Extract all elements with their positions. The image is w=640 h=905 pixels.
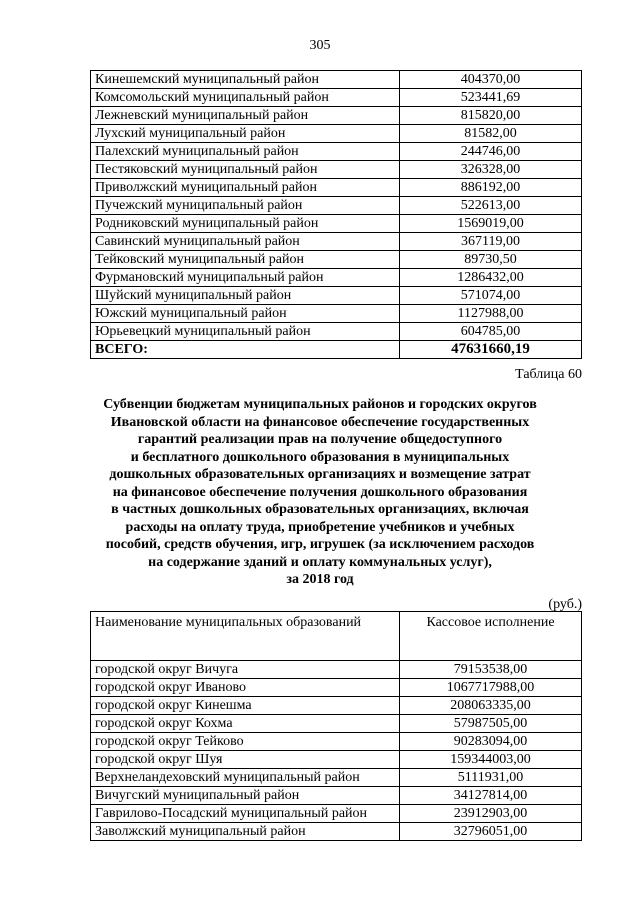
amount-value: 32796051,00	[400, 823, 582, 841]
amount-value: 404370,00	[400, 71, 582, 89]
table-row	[91, 125, 582, 143]
municipality-name: Приволжский муниципальный район	[91, 179, 400, 197]
municipality-name: Савинский муниципальный район	[91, 233, 400, 251]
municipality-name: Верхнеландеховский муниципальный район	[91, 769, 400, 787]
total-label: ВСЕГО:	[91, 341, 400, 359]
table-caption: Таблица 60	[515, 367, 582, 382]
municipality-name: городской округ Иваново	[91, 679, 400, 697]
amount-value: 57987505,00	[400, 715, 582, 733]
amount-value: 81582,00	[400, 125, 582, 143]
title-line: на содержание зданий и оплату коммунальных услуг),	[148, 554, 492, 570]
table-row	[91, 251, 582, 269]
table-row	[91, 161, 582, 179]
title-line: Ивановской области на финансовое обеспечение государственных	[110, 414, 530, 430]
table-row	[91, 107, 582, 125]
title-line: за 2018 год	[286, 572, 354, 587]
amount-value: 1067717988,00	[400, 679, 582, 697]
amount-value: 208063335,00	[400, 697, 582, 715]
table-row	[91, 679, 582, 697]
municipality-name: Родниковский муниципальный район	[91, 215, 400, 233]
municipality-name: Пучежский муниципальный район	[91, 197, 400, 215]
table-row	[91, 823, 582, 841]
amount-value: 571074,00	[400, 287, 582, 305]
table-row	[91, 233, 582, 251]
table-row	[91, 269, 582, 287]
amount-value: 1286432,00	[400, 269, 582, 287]
table-row	[91, 71, 582, 89]
amount-value: 244746,00	[400, 143, 582, 161]
title-line: пособий, средств обучения, игр, игрушек (за исключением расходов	[105, 537, 535, 552]
municipality-name: Кинешемский муниципальный район	[91, 71, 400, 89]
amount-value: 79153538,00	[400, 661, 582, 679]
municipality-name: Фурмановский муниципальный район	[91, 269, 400, 287]
table-row	[91, 733, 582, 751]
total-row	[91, 341, 582, 359]
header-value-column: Кассовое исполнение	[400, 612, 582, 661]
title-line: гарантий реализации прав на получение общедоступного	[137, 432, 503, 447]
municipality-name: Лежневский муниципальный район	[91, 107, 400, 125]
table-row	[91, 769, 582, 787]
title-line: в частных дошкольных образовательных организациях, включая	[111, 502, 529, 517]
municipality-name: Тейковский муниципальный район	[91, 251, 400, 269]
table-row	[91, 215, 582, 233]
title-line: дошкольных образовательных организациях и возмещение затрат	[109, 467, 531, 482]
amount-value: 1569019,00	[400, 215, 582, 233]
table-row	[91, 89, 582, 107]
table-header-row	[91, 612, 582, 661]
municipality-name: Юрьевецкий муниципальный район	[91, 323, 400, 341]
municipality-name: городской округ Шуя	[91, 751, 400, 769]
table-row	[91, 805, 582, 823]
amount-value: 23912903,00	[400, 805, 582, 823]
amount-value: 1127988,00	[400, 305, 582, 323]
table-row	[91, 661, 582, 679]
amount-value: 367119,00	[400, 233, 582, 251]
table-row	[91, 751, 582, 769]
page-number: 305	[309, 38, 331, 53]
title-line: на финансовое обеспечение получения дошкольного образования	[112, 484, 528, 500]
table-row	[91, 787, 582, 805]
table-row	[91, 287, 582, 305]
municipality-name: Южский муниципальный район	[91, 305, 400, 323]
municipality-name: Вичугский муниципальный район	[91, 787, 400, 805]
table-title	[80, 396, 560, 589]
amount-value: 34127814,00	[400, 787, 582, 805]
municipality-name: Шуйский муниципальный район	[91, 287, 400, 305]
table-row	[91, 179, 582, 197]
table-row	[91, 715, 582, 733]
table-row	[91, 197, 582, 215]
municipality-name: Заволжский муниципальный район	[91, 823, 400, 841]
subsidy-table-continued	[90, 70, 582, 359]
municipality-name: Гаврилово-Посадский муниципальный район	[91, 805, 400, 823]
amount-value: 886192,00	[400, 179, 582, 197]
municipality-name: городской округ Кохма	[91, 715, 400, 733]
amount-value: 5111931,00	[400, 769, 582, 787]
amount-value: 326328,00	[400, 161, 582, 179]
amount-value: 523441,69	[400, 89, 582, 107]
table-row	[91, 143, 582, 161]
unit-label: (руб.)	[548, 597, 582, 612]
municipality-name: Лухский муниципальный район	[91, 125, 400, 143]
header-name-column: Наименование муниципальных образований	[91, 612, 400, 661]
table-row	[91, 305, 582, 323]
title-line: и бесплатного дошкольного образования в муниципальных	[130, 449, 510, 465]
municipality-name: городской округ Вичуга	[91, 661, 400, 679]
title-line: расходы на оплату труда, приобретение учебников и учебных	[125, 519, 515, 535]
municipality-name: Палехский муниципальный район	[91, 143, 400, 161]
municipality-name: Комсомольский муниципальный район	[91, 89, 400, 107]
table-row	[91, 323, 582, 341]
amount-value: 522613,00	[400, 197, 582, 215]
amount-value: 89730,50	[400, 251, 582, 269]
subvention-table	[90, 611, 582, 841]
amount-value: 815820,00	[400, 107, 582, 125]
table-row	[91, 697, 582, 715]
municipality-name: Пестяковский муниципальный район	[91, 161, 400, 179]
amount-value: 604785,00	[400, 323, 582, 341]
amount-value: 90283094,00	[400, 733, 582, 751]
municipality-name: городской округ Кинешма	[91, 697, 400, 715]
total-value: 47631660,19	[400, 341, 582, 359]
amount-value: 159344003,00	[400, 751, 582, 769]
municipality-name: городской округ Тейково	[91, 733, 400, 751]
title-line: Субвенции бюджетам муниципальных районов и городских округов	[103, 397, 537, 412]
